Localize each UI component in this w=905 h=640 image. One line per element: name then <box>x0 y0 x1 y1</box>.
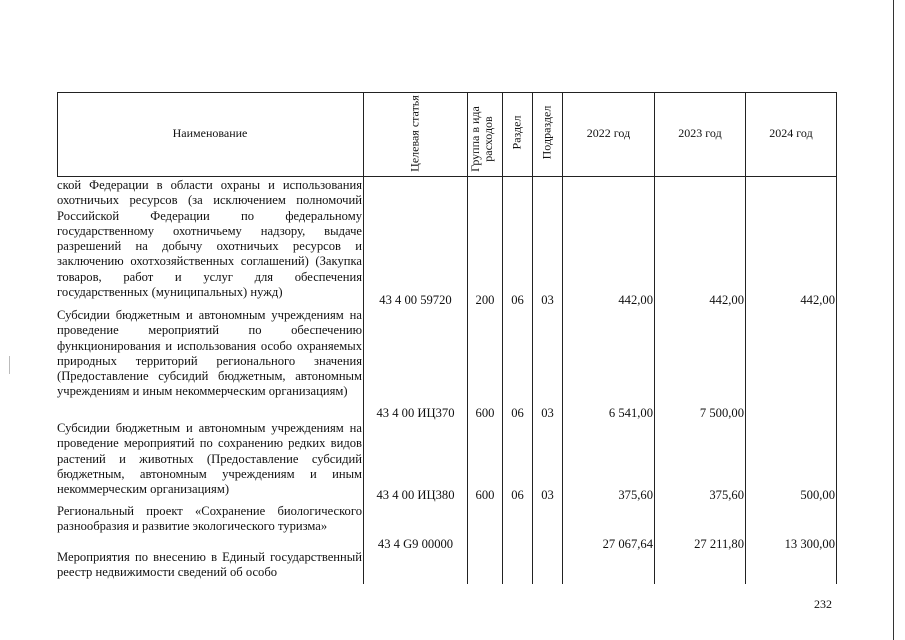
row-name-cell: Субсидии бюджетным и автономным учреждениям на проведение мероприятий по обеспечению функционирования и использования особо охраняемых природных территорий регионального значения (Предоставление субсидий бюджетным, автономным учреждениям и иным некоммерческим организациям) <box>57 308 362 399</box>
row-group-cell: 600 <box>475 488 495 502</box>
column-divider <box>562 92 563 584</box>
row-code-cell: 43 4 00 59720 <box>379 293 452 307</box>
row-subsection-cell: 03 <box>541 293 554 307</box>
row-section-cell: 06 <box>511 293 524 307</box>
row-group-cell: 600 <box>475 406 495 420</box>
header-2024: 2024 год <box>769 126 813 140</box>
row-section-cell: 06 <box>511 406 524 420</box>
header-2022: 2022 год <box>586 126 631 140</box>
header-subsection: Подраздел <box>539 105 554 160</box>
page-number: 232 <box>814 597 832 611</box>
row-subsection-cell: 03 <box>541 488 554 502</box>
row-section-cell: 06 <box>511 488 524 502</box>
header-section: Раздел <box>509 115 524 150</box>
column-divider <box>502 92 503 584</box>
row-name-cell: ской Федерации в области охраны и использования охотничьих ресурсов (за исключением полномочий Российской Федерации по федеральному государственному охотничьему надзору, выдаче разрешений на добычу охотничьих ресурсов и заключению охотхозяйственных соглашений) (Закупка товаров, работ и услуг для обеспечения государственных (муниципальных) нужд) <box>57 178 362 300</box>
row-2022-cell: 6 541,00 <box>608 406 653 420</box>
column-divider <box>363 92 364 584</box>
row-code-cell: 43 4 00 ИЦ370 <box>376 406 455 420</box>
row-name-cell: Субсидии бюджетным и автономным учреждениям на проведение мероприятий по сохранению редких видов растений и животных (Предоставление субсидий бюджетным, автономным учреждениям и иным некоммерческим организациям) <box>57 421 362 497</box>
row-group-cell: 200 <box>475 293 495 307</box>
column-divider <box>745 92 746 584</box>
row-2022-cell: 442,00 <box>618 293 653 307</box>
row-2023-cell: 27 211,80 <box>694 537 744 551</box>
row-2022-cell: 27 067,64 <box>602 537 653 551</box>
column-divider <box>532 92 533 584</box>
header-expense-group: Группа в ида расходов <box>468 106 495 172</box>
scan-edge-line <box>893 0 894 640</box>
column-divider <box>654 92 655 584</box>
row-code-cell: 43 4 G9 00000 <box>377 537 454 551</box>
table-right-border <box>836 92 837 584</box>
header-bottom-border <box>57 176 837 177</box>
row-2024-cell: 500,00 <box>800 488 835 502</box>
row-2024-cell: 13 300,00 <box>784 537 835 551</box>
row-2024-cell: 442,00 <box>800 293 835 307</box>
header-target-article: Целевая статья <box>407 95 422 172</box>
row-2022-cell: 375,60 <box>618 488 653 502</box>
row-subsection-cell: 03 <box>541 406 554 420</box>
row-2023-cell: 7 500,00 <box>699 406 744 420</box>
header-name: Наименование <box>172 126 248 140</box>
row-code-cell: 43 4 00 ИЦ380 <box>376 488 455 502</box>
row-2023-cell: 442,00 <box>709 293 744 307</box>
header-2023: 2023 год <box>678 126 722 140</box>
row-name-cell: Мероприятия по внесению в Единый государственный реестр недвижимости сведений об особо <box>57 550 362 580</box>
table-top-border <box>57 92 837 93</box>
row-name-cell: Региональный проект «Сохранение биологического разнообразия и развитие экологического туризма» <box>57 504 362 534</box>
scan-edge-mark <box>9 356 10 374</box>
row-2023-cell: 375,60 <box>709 488 744 502</box>
